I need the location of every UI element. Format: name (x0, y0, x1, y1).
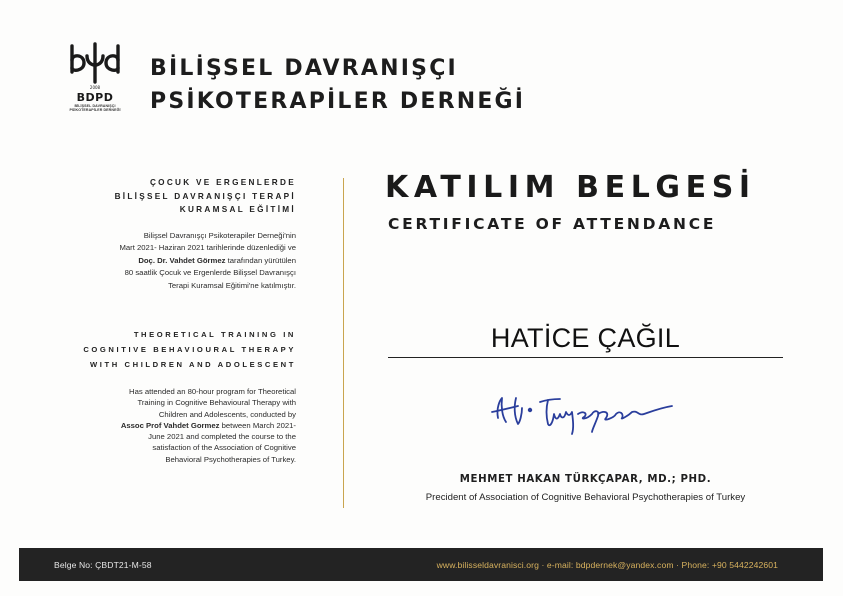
signer-name: MEHMET HAKAN TÜRKÇAPAR, MD.; PHD. (459, 474, 712, 485)
training-description (50, 176, 296, 465)
signature-icon (488, 384, 688, 436)
certificate-subtitle: CERTIFICATE OF ATTENDANCE (388, 215, 717, 233)
svg-text:2008: 2008 (89, 85, 101, 90)
recipient-underline (388, 357, 783, 358)
association-name (150, 52, 525, 118)
turkish-training-heading: ÇOCUK VE ERGENLERDE BİLİŞSEL DAVRANIŞÇI TERAPİ KURAMSAL EĞİTİMİ (114, 178, 296, 214)
document-number: Belge No: ÇBDT21-M-58 (54, 559, 152, 570)
turkish-training-text: Bilişsel Davranışçı Psikoterapiler Derneği'nin Mart 2021- Haziran 2021 tarihlerinde düzenlediği ve Doç. Dr. Vahdet Görmez tarafından yürütülen 80 saatlik Çocuk ve Ergenlerde Bilişsel Davranışçı Terapi Kuramsal Eğitimi'ne katılmıştır. (119, 230, 296, 290)
english-training-heading: THEORETICAL TRAINING IN COGNITIVE BEHAVIOURAL THERAPY WITH CHILDREN AND ADOLESCENT (83, 330, 296, 369)
english-training-text: Has attended an 80-hour program for Theoretical Training in Cognitive Behavioural Therapy with Children and Adolescents, conducted by Assoc Prof Vahdet Gormez between March 2021- June 2021 and completed the course to the satisfaction of the Association of Cognitive Behavioral Psychotherapies of Turkey. (120, 387, 296, 464)
association-name-line-2: PSİKOTERAPİLER DERNEĞİ (150, 89, 526, 114)
logo-abbreviation: BDPD (76, 91, 114, 104)
bdpd-logo (66, 42, 124, 116)
psi-emblem-icon (66, 42, 124, 92)
signer-title: Precident of Association of Cognitive Behavioral Psychotherapies of Turkey (425, 492, 746, 503)
association-name-line-1: BİLİŞSEL DAVRANIŞÇI (150, 56, 458, 81)
recipient-name: HATİCE ÇAĞIL (490, 323, 681, 353)
footer-bar (19, 548, 823, 581)
instructor-name-en: Assoc Prof Vahdet Gormez (120, 420, 220, 430)
gold-divider (343, 178, 344, 508)
contact-info: www.bilisseldavranisci.org · e-mail: bdpdernek@yandex.com · Phone: +90 5442242601 (436, 559, 778, 570)
certificate-title: KATILIM BELGESİ (385, 170, 756, 205)
logo-subtitle: BİLİŞSEL DAVRANIŞÇI PSİKOTERAPİLER DERNEĞİ (69, 104, 121, 112)
instructor-name-tr: Doç. Dr. Vahdet Görmez (138, 255, 226, 265)
